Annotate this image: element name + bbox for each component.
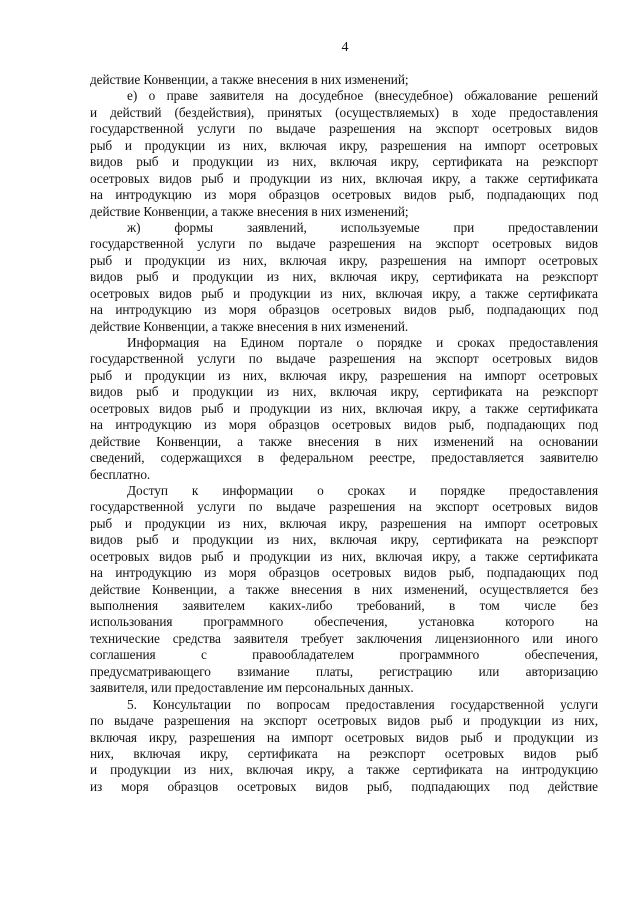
text-line: на интродукцию из моря образцов осетровых видов рыб, подпадающих под	[90, 302, 598, 318]
text-line: Доступ к информации о сроках и порядке предоставления	[127, 482, 598, 498]
text-line: выполнения заявителем каких-либо требований, в том числе без	[90, 598, 598, 613]
text-line: действие Конвенции, а также внесения в них изменений;	[90, 72, 409, 87]
text-line: ж) формы заявлений, используемые при предоставлении	[127, 219, 598, 235]
text-line: рыб и продукции из них, включая икру, разрешения на импорт осетровых	[90, 367, 598, 383]
text-line: из моря образцов осетровых видов рыб, подпадающих под действие	[90, 778, 598, 794]
text-line: рыб и продукции из них, включая икру, разрешения на импорт осетровых	[90, 515, 598, 531]
text-line: е) о праве заявителя на досудебное (внесудебное) обжалование решений	[127, 88, 598, 104]
text-line: осетровых видов рыб и продукции из них, включая икру, а также сертификата	[90, 548, 598, 564]
text-line: сведений, содержащихся в федеральном реестре, предоставляется заявителю	[90, 450, 598, 466]
text-line: действие Конвенции, а также внесения в них изменений.	[90, 318, 409, 334]
text-line: государственной услуги по выдаче разрешения на экспорт осетровых видов	[90, 236, 598, 252]
text-line: видов рыб и продукции из них, включая икру, сертификата на реэкспорт	[90, 154, 598, 170]
text-line: и продукции из них, включая икру, а также сертификата на интродукцию	[90, 762, 598, 778]
text-line: видов рыб и продукции из них, включая икру, сертификата на реэкспорт	[90, 532, 598, 548]
text-line: заявителя, или предоставление им персональных данных.	[90, 680, 414, 696]
text-line: государственной услуги по выдаче разрешения на экспорт осетровых видов	[90, 351, 598, 367]
text-line: использования программного обеспечения, установка которого на	[90, 614, 598, 630]
text-line: соглашения с правообладателем программного обеспечения,	[90, 647, 598, 663]
text-line: действие Конвенции, а также внесения в них изменений, осуществляется без	[90, 581, 598, 597]
text-line: рыб и продукции из них, включая икру, разрешения на импорт осетровых	[90, 137, 598, 153]
text-line: на интродукцию из моря образцов осетровых видов рыб, подпадающих под	[90, 187, 598, 203]
text-line: государственной услуги по выдаче разрешения на экспорт осетровых видов	[90, 499, 598, 515]
text-line: технические средства заявителя требует заключения лицензионного или иного	[90, 630, 598, 646]
text-line: них, включая икру, сертификата на реэкспорт осетровых видов рыб	[90, 745, 598, 761]
text-line: включая икру, разрешения на импорт осетровых видов рыб и продукции из	[90, 729, 598, 745]
text-line: бесплатно.	[90, 466, 151, 482]
text-line: 5. Консультации по вопросам предоставления государственной услуги	[127, 696, 598, 712]
text-line: видов рыб и продукции из них, включая икру, сертификата на реэкспорт	[90, 269, 598, 285]
text-line: и действий (бездействия), принятых (осуществляемых) в ходе предоставления	[90, 104, 598, 120]
text-line: по выдаче разрешения на экспорт осетровых видов рыб и продукции из них,	[90, 713, 598, 729]
text-line: осетровых видов рыб и продукции из них, включая икру, а также сертификата	[90, 170, 598, 186]
text-line: Информация на Едином портале о порядке и сроках предоставления	[127, 335, 598, 350]
text-line: государственной услуги по выдаче разрешения на экспорт осетровых видов	[90, 121, 598, 137]
text-line: осетровых видов рыб и продукции из них, включая икру, а также сертификата	[90, 400, 598, 416]
text-line: предусматривающего взимание платы, регистрацию или авторизацию	[90, 663, 598, 679]
text-line: на интродукцию из моря образцов осетровых видов рыб, подпадающих под	[90, 565, 598, 581]
text-line: на интродукцию из моря образцов осетровых видов рыб, подпадающих под	[90, 417, 598, 433]
text-line: действие Конвенции, а также внесения в них изменений на основании	[90, 433, 598, 449]
text-line: осетровых видов рыб и продукции из них, включая икру, а также сертификата	[90, 285, 598, 301]
text-line: действие Конвенции, а также внесения в них изменений;	[90, 203, 409, 219]
text-line: видов рыб и продукции из них, включая икру, сертификата на реэкспорт	[90, 384, 598, 400]
text-line: рыб и продукции из них, включая икру, разрешения на импорт осетровых	[90, 252, 598, 268]
document-body	[90, 72, 598, 795]
page-number: 4	[341, 40, 349, 55]
